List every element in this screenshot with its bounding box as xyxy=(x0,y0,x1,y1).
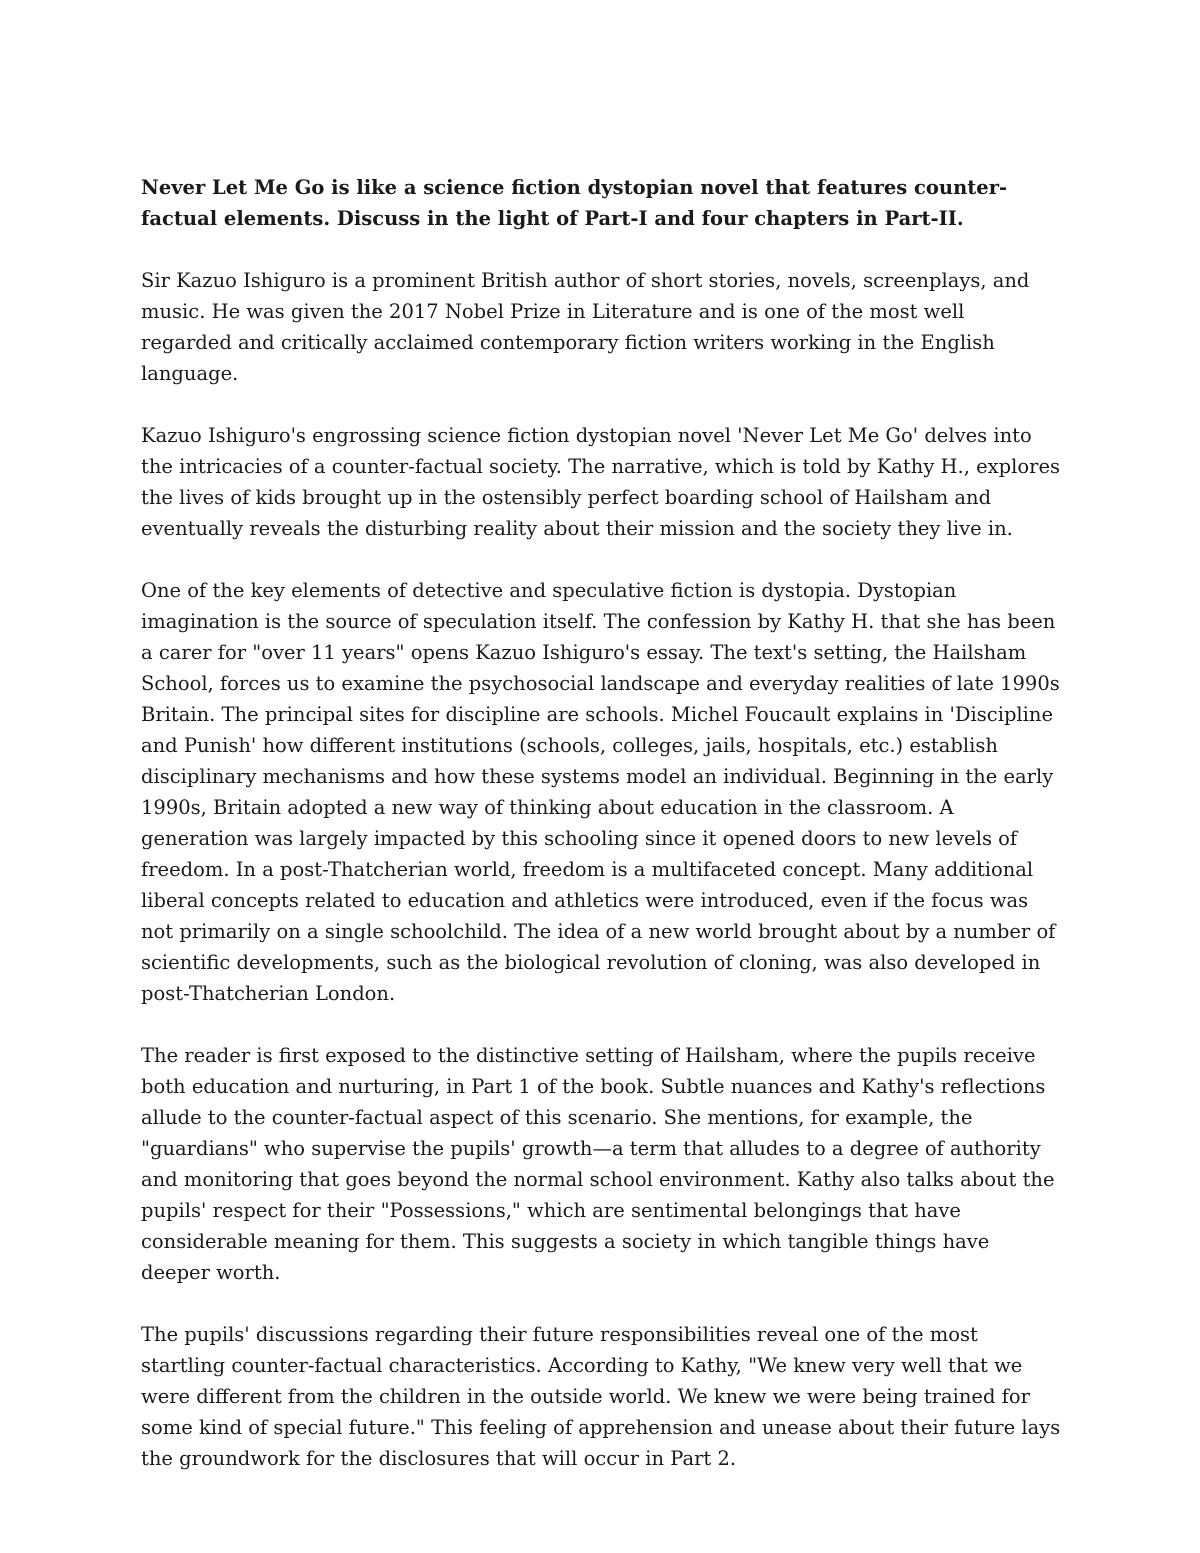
document-body xyxy=(141,172,1061,1505)
paragraph-novel-overview: Kazuo Ishiguro's engrossing science fiction dystopian novel 'Never Let Me Go' delves into the intricacies of a counter-factual society. The narrative, which is told by Kathy H., explores the lives of kids brought up in the ostensibly perfect boarding school of Hailsham and eventually reveals the disturbing reality about their mission and the society they live in. xyxy=(141,424,1060,540)
paragraph-future-responsibilities: The pupils' discussions regarding their future responsibilities reveal one of the most startling counter-factual characteristics. According to Kathy, "We knew very well that we were different from the children in the outside world. We knew we were being trained for some kind of special future." This feeling of apprehension and unease about their future lays the groundwork for the disclosures that will occur in Part 2. xyxy=(141,1323,1061,1470)
essay-question-heading: Never Let Me Go is like a science fiction dystopian novel that features counter-factual elements. Discuss in the light of Part-I and four chapters in Part-II. xyxy=(141,176,1008,230)
paragraph-part-one-setting: The reader is first exposed to the distinctive setting of Hailsham, where the pupils receive both education and nurturing, in Part 1 of the book. Subtle nuances and Kathy's reflections allude to the counter-factual aspect of this scenario. She mentions, for example, the "guardians" who supervise the pupils' growth—a term that alludes to a degree of authority and monitoring that goes beyond the normal school environment. Kathy also talks about the pupils' respect for their "Possessions," which are sentimental belongings that have considerable meaning for them. This suggests a society in which tangible things have deeper worth. xyxy=(141,1044,1055,1284)
paragraph-introduction: Sir Kazuo Ishiguro is a prominent British author of short stories, novels, screenplays, and music. He was given the 2017 Nobel Prize in Literature and is one of the most well regarded and critically acclaimed contemporary fiction writers working in the English language. xyxy=(141,269,1030,385)
paragraph-dystopia-discipline: One of the key elements of detective and speculative fiction is dystopia. Dystopian imagination is the source of speculation itself. The confession by Kathy H. that she has been a carer for "over 11 years" opens Kazuo Ishiguro's essay. The text's setting, the Hailsham School, forces us to examine the psychosocial landscape and everyday realities of late 1990s Britain. The principal sites for discipline are schools. Michel Foucault explains in 'Discipline and Punish' how different institutions (schools, colleges, jails, hospitals, etc.) establish disciplinary mechanisms and how these systems model an individual. Beginning in the early 1990s, Britain adopted a new way of thinking about education in the classroom. A generation was largely impacted by this schooling since it opened doors to new levels of freedom. In a post-Thatcherian world, freedom is a multifaceted concept. Many additional liberal concepts related to education and athletics were introduced, even if the focus was not primarily on a single schoolchild. The idea of a new world brought about by a number of scientific developments, such as the biological revolution of cloning, was also developed in post-Thatcherian London. xyxy=(141,579,1060,1005)
